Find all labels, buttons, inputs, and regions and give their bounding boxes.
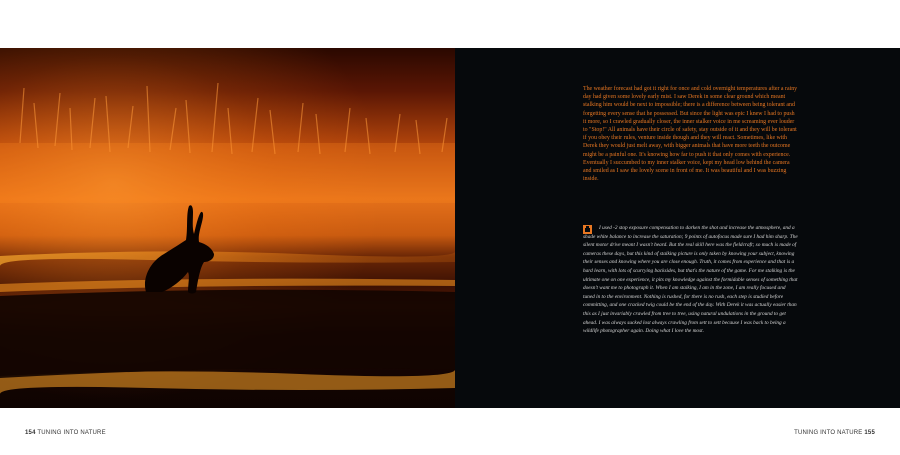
hare-photo-image [0, 48, 455, 408]
page-number-left: 154 [25, 430, 36, 436]
camera-icon [583, 225, 592, 234]
running-title-right: TUNING INTO NATURE [794, 430, 863, 436]
folio-right [794, 430, 875, 436]
running-title-left: TUNING INTO NATURE [37, 430, 106, 436]
text-panel [455, 48, 900, 408]
hare-photo [0, 48, 455, 408]
caption-text: I used -2 stop exposure compensation to darken the shot and increase the atmosphere, and a shade white balance to increase the saturation; 9 points of autofocus made sure I had him sharp. The silent motor drive meant I wasn't heard. But the real skill here was the fieldcraft; so much is made of cameras these days, but this kind of stalking picture is only taken by knowing your subject, knowing their senses and knowing where you are close enough. Truth, it comes from experience and that is a hard learn, with lots of scurrying backsides, but that's the nature of the game. For me stalking is the ultimate one on one experience, it pits my knowledge against the formidable senses of something that doesn't want me to photograph it. When I am stalking, I am in the zone, I am really focused and tuned in to the environment. Nothing is rushed, for there is no rush, each step is studied before committing, and one cracked twig could be the end of the day. With Derek it was actually easier than this as I just invariably crawled from tree to tree, using natural undulations in the ground to get ahead. I was always sucked lost always crawling from sett to sett because I was back to being a wildlife photographer again. Doing what I love the most. [583, 225, 798, 335]
folio-left [25, 430, 106, 436]
body-text: The weather forecast had got it right for once and cold overnight temperatures after a rainy day had given some lovely early mist. I saw Derek in some clear ground which meant stalking him would be next to impossible; there is a difference between being tolerant and forgetting every sense that he possessed. But since the light was epic I knew I had to push it more, so I crawled gradually closer, the inner stalker voice in me screaming ever louder to "Stop!" All animals have their circle of safety, stay outside of it and they will be tolerant if you obey their rules, venture inside though and they will react. Sometimes, like with Derek they would just melt away, with bigger animals that have more teeth the outcome might be a painful one. It's knowing how far to push it that only comes with experience. Eventually I succumbed to my inner stalker voice, kept my head low behind the camera and smiled as I saw the lovely scene in front of me. It was beautiful and I was buzzing inside. [583, 86, 798, 183]
page-number-right: 155 [864, 430, 875, 436]
photo-caption [583, 224, 798, 336]
